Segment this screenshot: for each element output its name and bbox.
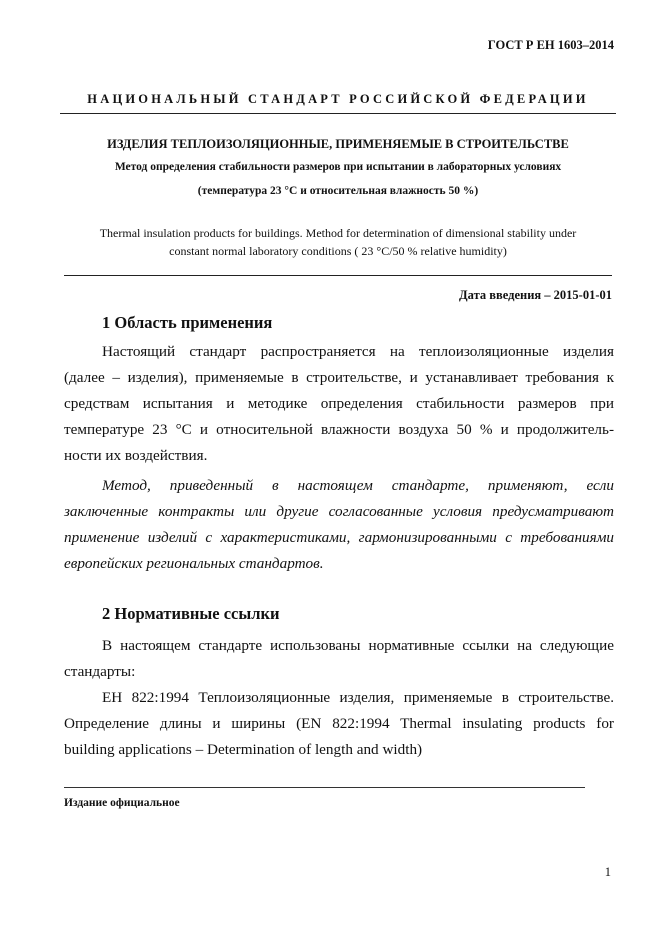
text-line: Метод, приведенный в настоящем стандарте, применяют, если — [102, 477, 614, 494]
title-rule — [64, 275, 612, 276]
text-line: стандарты: — [64, 663, 136, 680]
title-en-line-1: Thermal insulation products for buildings. Method for determination of dimensional stability under — [99, 226, 577, 240]
text-line: средствам испытания и методике определения стабильности размеров при — [64, 395, 614, 412]
text-line: ЕН 822:1994 Теплоизоляционные изделия, применяемые в строительстве. — [102, 689, 614, 706]
page-number: 1 — [604, 865, 611, 879]
introduction-date: Дата введения – 2015-01-01 — [459, 288, 612, 302]
text-line: применение изделий с характеристиками, гармонизированными с требованиями — [64, 529, 614, 546]
conditions-ru: (температура 23 °С и относительная влажность 50 %) — [197, 185, 479, 197]
text-line: заключенные контракты или другие согласованные условия предусматривают — [64, 503, 614, 520]
section-1-paragraph-1 — [64, 342, 614, 472]
national-standard-title: НАЦИОНАЛЬНЫЙ СТАНДАРТ РОССИЙСКОЙ ФЕДЕРАЦИИ — [87, 92, 589, 106]
text-line: building applications – Determination of length and width) — [64, 741, 423, 758]
section-2-paragraph-2 — [64, 688, 614, 766]
header-rule — [60, 113, 616, 114]
text-line: (далее – изделия), применяемые в строительстве, и устанавливает требования к — [64, 369, 614, 386]
document-code: ГОСТ Р ЕН 1603–2014 — [487, 38, 614, 52]
text-line: Настоящий стандарт распространяется на теплоизоляционные изделия — [102, 343, 614, 360]
official-edition-label: Издание официальное — [64, 797, 180, 809]
text-line: Определение длины и ширины (EN 822:1994 Thermal insulating products for — [64, 715, 614, 732]
section-2-heading: 2 Нормативные ссылки — [102, 604, 280, 623]
text-line: температуре 23 °С и относительной влажности воздуха 50 % и продолжитель- — [64, 421, 614, 438]
text-line: европейских региональных стандартов. — [64, 555, 324, 572]
subtitle-ru: Метод определения стабильности размеров при испытании в лабораторных условиях — [114, 161, 562, 173]
section-2-paragraph-1 — [64, 636, 614, 688]
section-1-paragraph-2 — [64, 476, 614, 580]
title-ru: ИЗДЕЛИЯ ТЕПЛОИЗОЛЯЦИОННЫЕ, ПРИМЕНЯЕМЫЕ В СТРОИТЕЛЬСТВЕ — [107, 137, 569, 151]
title-en-line-2: constant normal laboratory conditions ( 23 °C/50 % relative humidity) — [169, 244, 507, 258]
footnote-rule — [64, 787, 585, 788]
section-1-heading: 1 Область применения — [102, 313, 273, 332]
text-line: В настоящем стандарте использованы нормативные ссылки на следующие — [102, 637, 614, 654]
text-line: ности их воздействия. — [64, 447, 208, 464]
